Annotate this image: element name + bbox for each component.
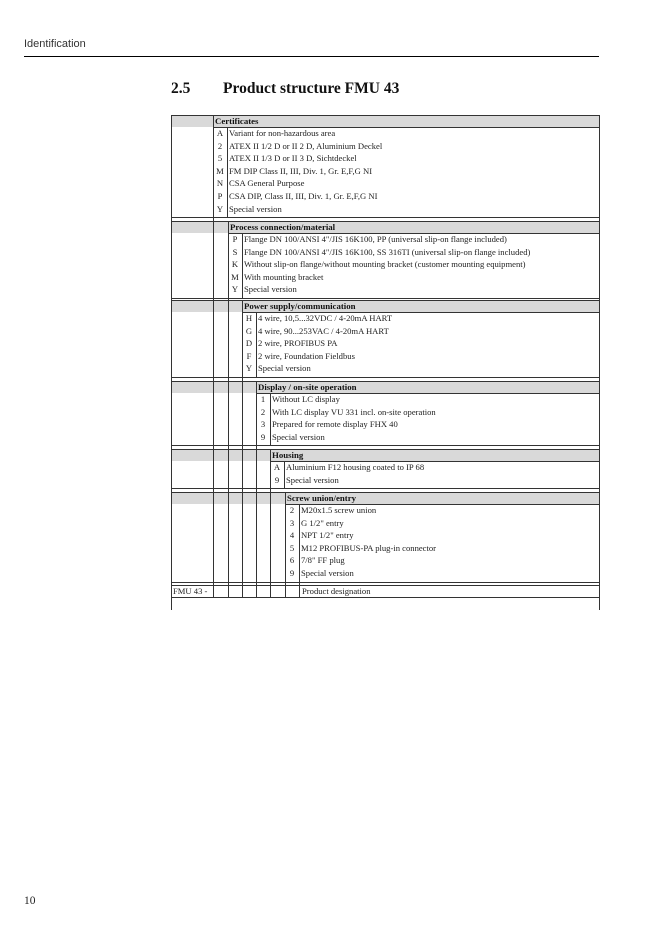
- option-text: Aluminium F12 housing coated to IP 68: [286, 462, 425, 472]
- option-text: Variant for non-hazardous area: [229, 128, 336, 138]
- option-text: Special version: [258, 363, 311, 374]
- group-bottom-rule: [171, 488, 599, 489]
- column-line: [285, 492, 286, 597]
- option-text: 4 wire, 90...253VAC / 4-20mA HART: [258, 325, 389, 336]
- option-text: CSA DIP, Class II, III, Div. 1, Gr. E,F,G NI: [229, 191, 378, 201]
- option-text: ATEX II 1/2 D or II 2 D, Aluminium Deckel: [229, 140, 383, 151]
- product-designation: Product designation: [302, 586, 371, 596]
- footer-top-rule: [171, 585, 599, 586]
- column-line: [299, 504, 300, 597]
- column-line: [270, 449, 271, 597]
- table-left-edge: [171, 115, 172, 610]
- option-text: Special version: [244, 284, 297, 295]
- option-code: 1: [260, 394, 266, 404]
- option-text: ATEX II 1/3 D or II 3 D, Sichtdeckel: [229, 153, 357, 164]
- option-text: FM DIP Class II, III, Div. 1, Gr. E,F,G NI: [229, 165, 373, 176]
- column-line: [242, 300, 243, 597]
- option-code: 9: [260, 431, 266, 442]
- option-code: 4: [289, 530, 295, 541]
- option-code: 6: [289, 555, 295, 566]
- option-code: 2: [260, 406, 266, 417]
- option-code: H: [245, 313, 253, 323]
- group-title: Display / on-site operation: [258, 382, 357, 392]
- group-bottom-rule: [171, 217, 599, 218]
- option-code: Y: [231, 284, 239, 295]
- code-divider: [284, 461, 285, 488]
- option-text: Special version: [286, 474, 339, 485]
- group-header-band: [171, 492, 599, 504]
- option-code: P: [232, 234, 238, 244]
- option-code: Y: [216, 203, 224, 214]
- option-text: 4 wire, 10,5...32VDC / 4-20mA HART: [258, 313, 393, 323]
- option-code: K: [231, 259, 239, 270]
- option-code: 5: [289, 542, 295, 553]
- option-text: 7/8" FF plug: [301, 555, 345, 566]
- group-title: Process connection/material: [230, 222, 336, 232]
- column-line: [256, 381, 257, 597]
- code-divider: [256, 312, 257, 377]
- code-divider: [242, 233, 243, 298]
- option-code: A: [273, 462, 281, 472]
- option-code: 2: [289, 505, 295, 515]
- option-text: 2 wire, PROFIBUS PA: [258, 338, 338, 349]
- column-line: [228, 221, 229, 597]
- group-header-rule: [171, 449, 599, 450]
- group-title: Screw union/entry: [287, 493, 356, 503]
- option-code: 5: [217, 153, 223, 164]
- option-text: Without LC display: [272, 394, 340, 404]
- group-header-band: [171, 381, 599, 393]
- table-right-edge: [599, 115, 600, 610]
- option-code: P: [217, 191, 223, 201]
- group-bottom-rule: [171, 298, 599, 299]
- group-title: Certificates: [215, 116, 259, 126]
- option-text: 2 wire, Foundation Fieldbus: [258, 350, 355, 361]
- option-code: 3: [289, 517, 295, 528]
- option-code: 9: [274, 474, 280, 485]
- group-header-rule: [171, 492, 599, 493]
- option-text: NPT 1/2" entry: [301, 530, 354, 541]
- page-number: 10: [24, 895, 36, 907]
- option-code: D: [245, 338, 253, 349]
- option-text: CSA General Purpose: [229, 178, 305, 189]
- section-number: 2.5: [171, 80, 191, 97]
- option-text: Without slip-on flange/without mounting bracket (customer mounting equipment): [244, 259, 526, 270]
- group-bottom-rule: [171, 445, 599, 446]
- option-code: Y: [245, 363, 253, 374]
- option-code: 9: [289, 568, 295, 578]
- group-header-rule: [171, 381, 599, 382]
- option-code: F: [246, 350, 252, 361]
- option-code: N: [216, 178, 224, 189]
- option-text: G 1/2" entry: [301, 517, 344, 528]
- option-text: With mounting bracket: [244, 271, 324, 282]
- group-bottom-rule: [171, 377, 599, 378]
- option-code: M: [231, 271, 239, 282]
- group-header-band: [171, 300, 599, 312]
- footer-bottom-rule: [171, 597, 599, 598]
- option-code: M: [216, 165, 224, 176]
- code-divider: [270, 393, 271, 445]
- option-text: Flange DN 100/ANSI 4"/JIS 16K100, PP (universal slip-on flange included): [244, 234, 507, 244]
- group-title: Power supply/communication: [244, 301, 356, 311]
- option-code: S: [232, 246, 238, 257]
- option-text: M12 PROFIBUS-PA plug-in connector: [301, 542, 437, 553]
- group-header-band: [171, 449, 599, 461]
- option-text: Special version: [301, 568, 354, 578]
- group-bottom-rule: [171, 582, 599, 583]
- option-text: With LC display VU 331 incl. on-site operation: [272, 406, 436, 417]
- group-title: Housing: [272, 450, 304, 460]
- order-code-prefix: FMU 43 -: [173, 586, 208, 596]
- option-code: 3: [260, 419, 266, 430]
- group-header-rule: [171, 300, 599, 301]
- section-title: Product structure FMU 43: [223, 80, 400, 97]
- option-code: 2: [217, 140, 223, 151]
- group-header-rule: [171, 115, 599, 116]
- option-text: Special version: [272, 431, 325, 442]
- running-header: Identification: [24, 38, 86, 50]
- code-divider: [227, 127, 228, 217]
- option-text: Special version: [229, 203, 282, 214]
- option-text: Flange DN 100/ANSI 4"/JIS 16K100, SS 316TI (universal slip-on flange included): [244, 246, 531, 257]
- group-header-rule: [171, 221, 599, 222]
- option-code: G: [245, 325, 253, 336]
- option-text: M20x1.5 screw union: [301, 505, 377, 515]
- option-code: A: [216, 128, 224, 138]
- column-line: [213, 115, 214, 597]
- option-text: Prepared for remote display FHX 40: [272, 419, 398, 430]
